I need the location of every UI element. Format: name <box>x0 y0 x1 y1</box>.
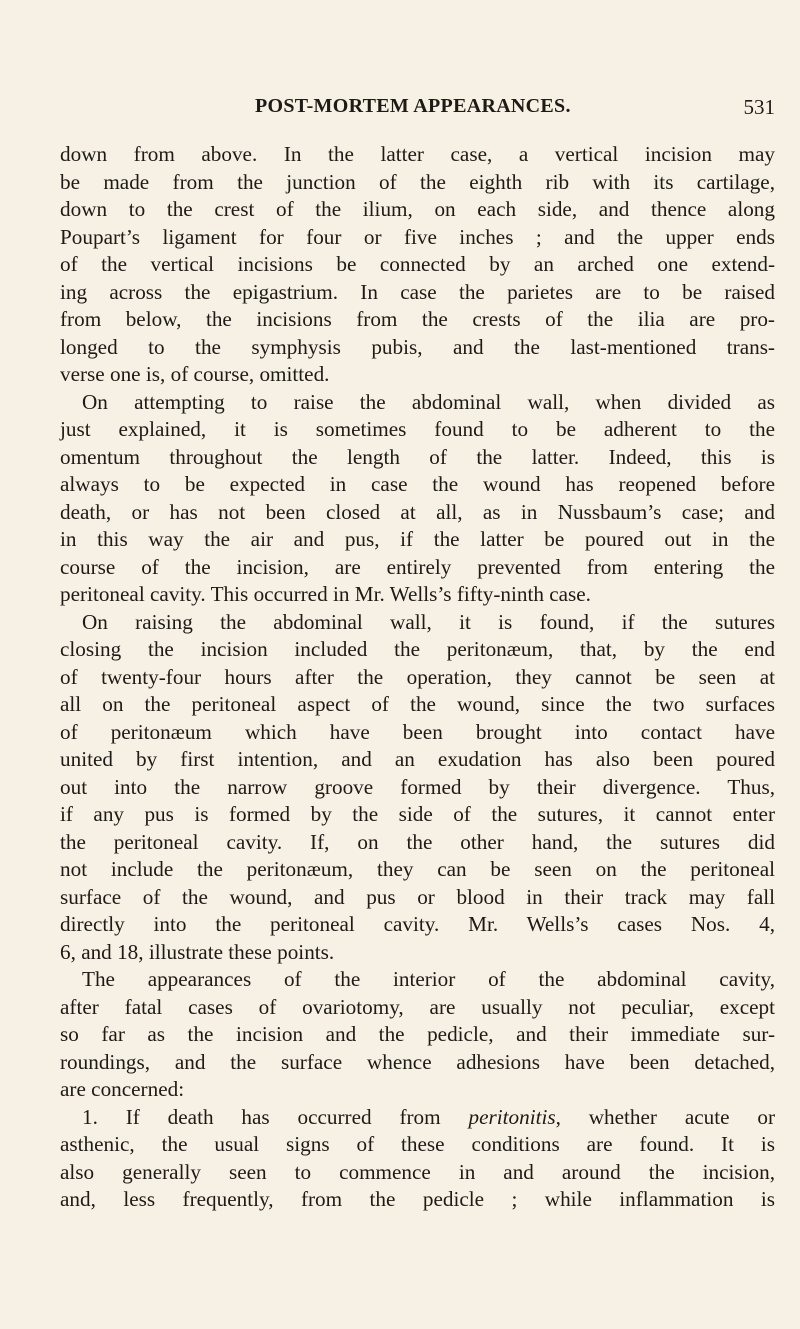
text-line: On raising the abdominal wall, it is found, if the sutures <box>82 609 775 634</box>
text-line: 6, and 18, illustrate these points. <box>60 939 335 964</box>
text-line: longed to the symphysis pubis, and the last-mentioned trans- <box>60 334 775 359</box>
text-line: out into the narrow groove formed by their divergence. Thus, <box>60 774 775 799</box>
text-line: always to be expected in case the wound has reopened before <box>60 472 775 496</box>
text-line: from below, the incisions from the crests of the ilia are pro- <box>60 307 775 331</box>
text-line: asthenic, the usual signs of these conditions are found. It is <box>60 1132 775 1156</box>
running-title: POST-MORTEM APPEARANCES. <box>255 95 571 117</box>
text-line: course of the incision, are entirely prevented from entering the <box>60 554 775 579</box>
text-segment: 1. If death has occurred from <box>82 1104 469 1129</box>
text-line: down from above. In the latter case, a vertical incision may <box>60 142 775 166</box>
text-line: the peritoneal cavity. If, on the other hand, the sutures did <box>60 829 775 854</box>
page-number: 531 <box>743 95 775 119</box>
text-line: all on the peritoneal aspect of the wound, since the two surfaces <box>60 692 775 716</box>
text-line: are concerned: <box>60 1077 185 1101</box>
text-line: On attempting to raise the abdominal wall, when divided as <box>82 389 775 414</box>
text-line: of the vertical incisions be connected by an arched one extend- <box>60 252 775 276</box>
text-line: also generally seen to commence in and around the incision, <box>60 1159 775 1184</box>
body-text <box>60 141 775 1214</box>
text-line: ing across the epigastrium. In case the parietes are to be raised <box>60 279 775 304</box>
text-line: down to the crest of the ilium, on each side, and thence along <box>60 197 775 221</box>
text-line: in this way the air and pus, if the latter be poured out in the <box>60 527 775 551</box>
text-line: surface of the wound, and pus or blood in their track may fall <box>60 884 775 909</box>
text-line: of twenty-four hours after the operation, they cannot be seen at <box>60 664 775 689</box>
text-line: of peritonæum which have been brought into contact have <box>60 719 775 744</box>
running-head <box>255 95 775 125</box>
text-line: closing the incision included the peritonæum, that, by the end <box>60 637 775 661</box>
text-line: and, less frequently, from the pedicle ; while inflammation is <box>60 1187 775 1211</box>
text-line: verse one is, of course, omitted. <box>60 362 330 386</box>
text-line: directly into the peritoneal cavity. Mr. Wells’s cases Nos. 4, <box>60 912 775 936</box>
text-line <box>60 1104 775 1132</box>
text-line: after fatal cases of ovariotomy, are usually not peculiar, except <box>60 994 775 1019</box>
text-line: death, or has not been closed at all, as in Nussbaum’s case; and <box>60 499 775 524</box>
text-line: The appearances of the interior of the abdominal cavity, <box>82 967 775 991</box>
text-line: just explained, it is sometimes found to be adherent to the <box>60 417 775 441</box>
text-line: united by first intention, and an exudation has also been poured <box>60 747 775 771</box>
text-line: omentum throughout the length of the latter. Indeed, this is <box>60 444 775 469</box>
text-line: peritoneal cavity. This occurred in Mr. Wells’s fifty-ninth case. <box>60 582 591 606</box>
text-line: roundings, and the surface whence adhesions have been detached, <box>60 1049 775 1074</box>
text-segment: , whether acute or <box>555 1104 775 1129</box>
text-line: if any pus is formed by the side of the sutures, it cannot enter <box>60 802 775 826</box>
text-line: so far as the incision and the pedicle, and their immediate sur- <box>60 1022 775 1046</box>
text-line: Poupart’s ligament for four or five inches ; and the upper ends <box>60 224 775 249</box>
text-line: not include the peritonæum, they can be seen on the peritoneal <box>60 857 775 881</box>
text-line: be made from the junction of the eighth rib with its cartilage, <box>60 169 775 194</box>
italic-term: peritonitis <box>468 1104 556 1129</box>
